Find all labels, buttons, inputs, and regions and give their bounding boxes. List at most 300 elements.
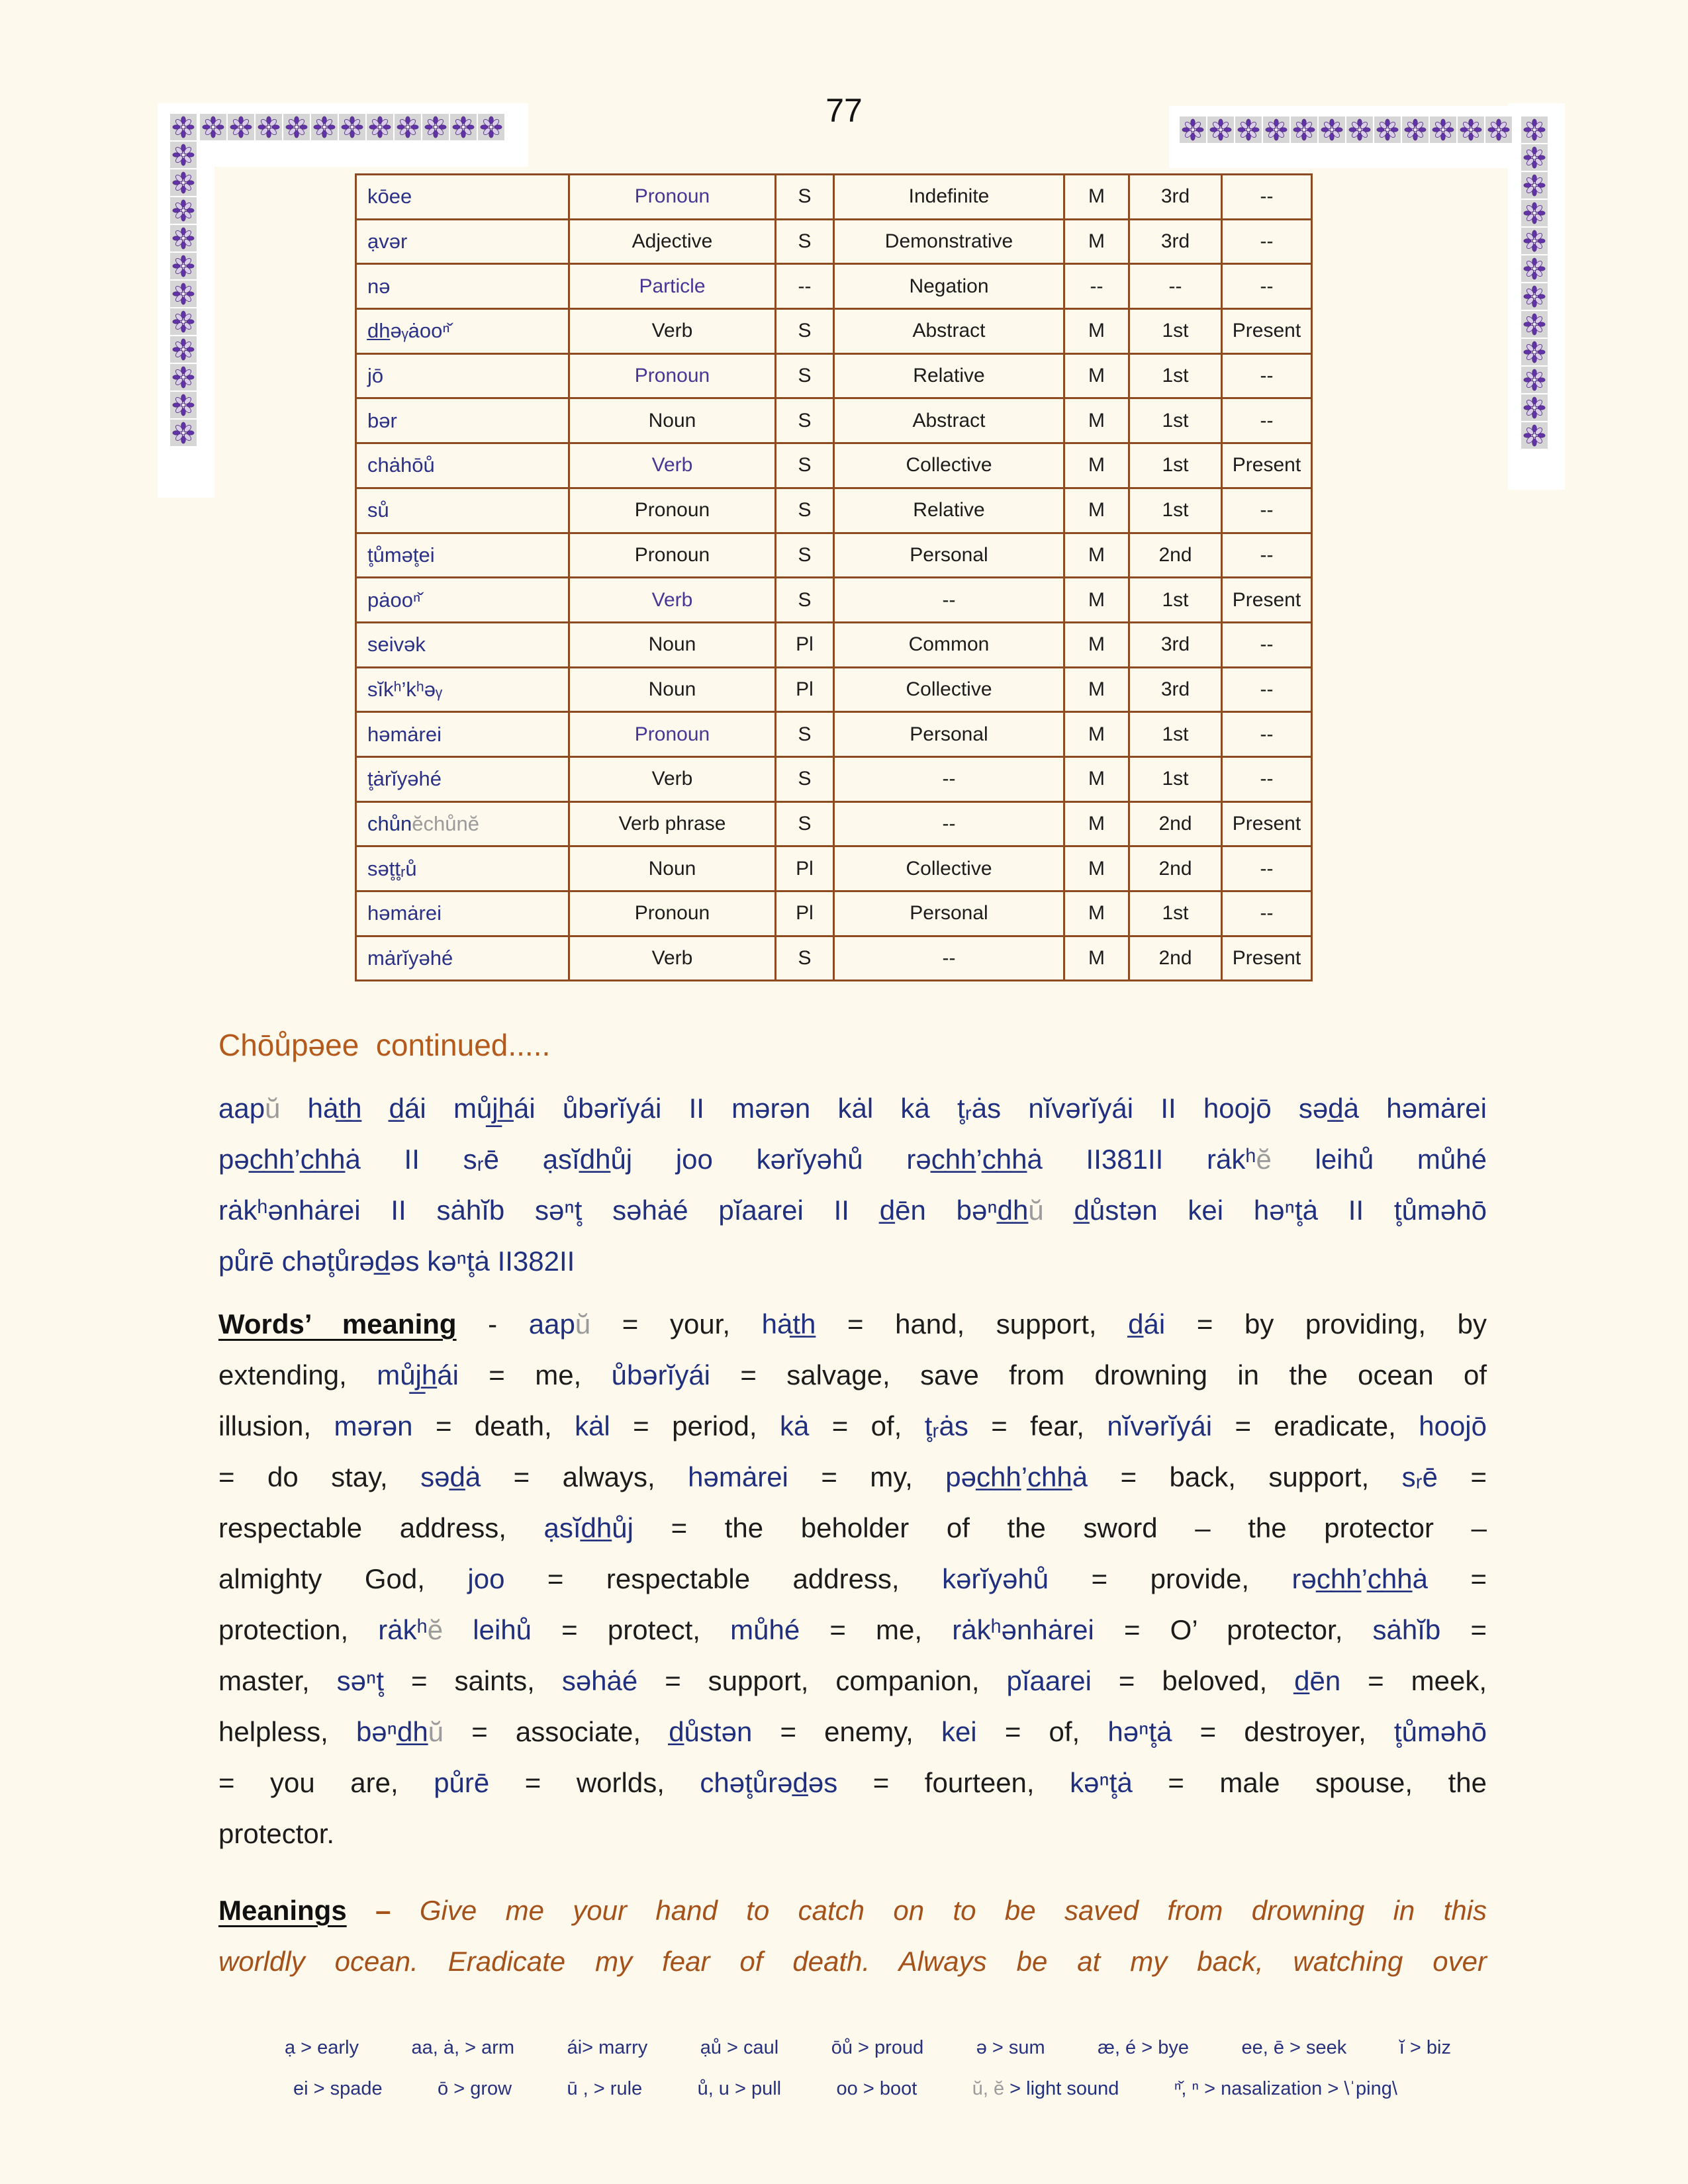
flower-icon	[422, 114, 449, 140]
flower-icon	[311, 114, 338, 140]
text-segment: = O’ protector,	[1094, 1614, 1373, 1645]
guide-item: oo > boot	[836, 2078, 917, 2099]
text-segment: = enemy,	[752, 1716, 941, 1747]
flower-svg	[172, 227, 195, 250]
table-cell: S	[776, 355, 835, 400]
flower-svg	[452, 116, 475, 138]
flower-icon	[1521, 394, 1548, 421]
table-cell: M	[1065, 713, 1130, 758]
table-cell: 2nd	[1130, 847, 1223, 892]
text-segment: = your,	[590, 1308, 762, 1340]
table-cell: Verb	[570, 310, 776, 355]
text-segment: ŭ	[265, 1093, 281, 1124]
flower-icon	[1521, 311, 1548, 338]
word-cell: jō	[357, 355, 570, 400]
table-cell: 1st	[1130, 310, 1223, 355]
table-cell: --	[835, 578, 1065, 623]
text-segment: = by providing, by	[1165, 1308, 1487, 1340]
word-cell: mȧrĭyəhé	[357, 937, 570, 982]
table-cell: Demonstrative	[835, 220, 1065, 265]
text-segment: aap	[218, 1093, 265, 1124]
table-cell: --	[776, 265, 835, 310]
text-segment: worldly ocean. Eradicate my fear of death. Always be at my back, watching over	[218, 1946, 1487, 1977]
table-cell: M	[1065, 623, 1130, 668]
word-cell: pȧooⁿ̌	[357, 578, 570, 623]
table-cell: 1st	[1130, 444, 1223, 489]
table-cell: Noun	[570, 847, 776, 892]
flower-icon	[1521, 283, 1548, 310]
text-segment: bəⁿd̲h̲	[355, 1716, 428, 1747]
text-line	[218, 1134, 1487, 1185]
text-segment: səⁿt̥	[336, 1665, 385, 1696]
word-cell: nə	[357, 265, 570, 310]
flower-svg	[424, 116, 447, 138]
text-segment: d̲ēn	[1294, 1665, 1341, 1696]
text-segment: = of,	[809, 1410, 925, 1441]
text-segment: = death,	[412, 1410, 575, 1441]
flower-icon	[1521, 422, 1548, 449]
table-cell: --	[1223, 668, 1313, 713]
guide-item: ə > sum	[976, 2037, 1045, 2058]
flower-svg	[1523, 396, 1546, 419]
text-segment: pəc̲h̲h̲’c̲h̲h̲ȧ	[945, 1461, 1088, 1492]
table-cell: M	[1065, 803, 1130, 848]
flower-svg	[1523, 118, 1546, 141]
flower-svg	[172, 366, 195, 388]
flower-svg	[1523, 202, 1546, 224]
word-cell: sĭkʰ’kʰəᵧ	[357, 668, 570, 713]
flower-icon	[1207, 116, 1234, 143]
table-cell: M	[1065, 892, 1130, 937]
flower-svg	[1523, 369, 1546, 391]
guide-item: ⁿ̌, ⁿ > nasalization > \ˈping\	[1174, 2078, 1397, 2099]
text-segment: = my,	[788, 1461, 946, 1492]
text-segment: rȧkʰ	[378, 1614, 428, 1645]
text-segment: = provide,	[1049, 1563, 1292, 1594]
guide-item	[972, 2078, 1119, 2100]
text-segment: můj̲h̲ái	[377, 1359, 459, 1390]
table-cell: 2nd	[1130, 937, 1223, 982]
flower-icon	[170, 420, 197, 446]
table-cell: --	[1223, 220, 1313, 265]
grammar-table	[355, 173, 1313, 981]
text-segment: > light sound	[1009, 2078, 1119, 2099]
pronunciation-guide-row2	[293, 2078, 1397, 2100]
table-cell: M	[1065, 399, 1130, 444]
flower-icon	[283, 114, 310, 140]
flower-svg	[1523, 174, 1546, 197]
text-segment: = eradicate,	[1212, 1410, 1419, 1441]
table-cell: S	[776, 444, 835, 489]
flower-svg	[1293, 118, 1315, 141]
table-cell: 1st	[1130, 713, 1223, 758]
table-cell: M	[1065, 578, 1130, 623]
flower-icon	[256, 114, 282, 140]
flower-svg	[1523, 341, 1546, 363]
word-cell	[357, 803, 570, 848]
text-segment: = protect,	[532, 1614, 731, 1645]
text-segment: mərən	[334, 1410, 413, 1441]
flower-svg	[172, 394, 195, 416]
table-cell: Negation	[835, 265, 1065, 310]
table-cell: S	[776, 937, 835, 982]
text-segment: chůn	[367, 811, 412, 835]
text-segment: aap	[528, 1308, 575, 1340]
table-cell: S	[776, 534, 835, 579]
table-cell	[570, 175, 776, 220]
text-line	[218, 1451, 1487, 1502]
flower-svg	[230, 116, 252, 138]
text-segment: chət̥ůrəd̲əs	[700, 1767, 838, 1798]
flower-svg	[1182, 118, 1204, 141]
text-segment: helpless,	[218, 1716, 356, 1747]
flower-svg	[1404, 118, 1427, 141]
table-cell: Present	[1223, 937, 1313, 982]
text-segment: = fourteen,	[837, 1767, 1070, 1798]
flower-svg	[1523, 285, 1546, 308]
text-segment: hoojō	[1419, 1410, 1487, 1441]
table-cell: Present	[1223, 578, 1313, 623]
table-cell: Collective	[835, 847, 1065, 892]
table-cell: M	[1065, 937, 1130, 982]
text-segment: můhé	[730, 1614, 800, 1645]
table-cell: Noun	[570, 668, 776, 713]
text-segment: t̥ᵣȧs	[924, 1410, 968, 1441]
text-segment: sȧhĭb	[1372, 1614, 1441, 1645]
text-segment: = support, companion,	[637, 1665, 1007, 1696]
flower-svg	[258, 116, 280, 138]
table-cell: M	[1065, 847, 1130, 892]
flower-icon	[1430, 116, 1456, 143]
flower-icon	[170, 253, 197, 279]
guide-item: ū , > rule	[567, 2078, 643, 2099]
text-line	[218, 1757, 1487, 1808]
text-segment: kȧ	[779, 1410, 810, 1441]
text-segment: kərĭyəhů	[942, 1563, 1049, 1594]
table-cell	[570, 444, 776, 489]
text-line	[218, 1185, 1487, 1236]
flower-svg	[172, 283, 195, 305]
table-cell: Verb phrase	[570, 803, 776, 848]
flower-svg	[1460, 118, 1482, 141]
text-segment: leihů můhé	[1271, 1144, 1487, 1175]
text-segment: Verb	[651, 454, 693, 477]
text-segment: = worlds,	[489, 1767, 700, 1798]
table-cell: S	[776, 713, 835, 758]
flower-icon	[1521, 116, 1548, 143]
table-cell: 2nd	[1130, 803, 1223, 848]
table-cell: --	[1065, 265, 1130, 310]
text-segment: Give me your hand to catch on to be saved from drowning in this	[419, 1895, 1487, 1926]
flower-icon	[1485, 116, 1512, 143]
flower-svg	[172, 310, 195, 333]
table-cell: Pronoun	[570, 534, 776, 579]
text-segment: =	[1440, 1614, 1487, 1645]
flower-svg	[1523, 257, 1546, 280]
guide-item: ee, ē > seek	[1241, 2037, 1347, 2058]
table-cell: M	[1065, 489, 1130, 534]
table-cell: --	[835, 937, 1065, 982]
table-cell: Collective	[835, 444, 1065, 489]
flower-svg	[202, 116, 224, 138]
flower-icon	[1291, 116, 1317, 143]
flower-icon	[170, 392, 197, 418]
text-segment: ĕ	[1256, 1144, 1272, 1175]
flower-svg	[1265, 118, 1288, 141]
decor-right-column	[1521, 116, 1548, 449]
text-segment: = hand, support,	[816, 1308, 1129, 1340]
text-segment: pĭaarei	[1006, 1665, 1092, 1696]
table-cell: 2nd	[1130, 534, 1223, 579]
decor-left-row	[200, 114, 504, 140]
table-cell: S	[776, 399, 835, 444]
guide-item: ĭ > biz	[1399, 2037, 1451, 2058]
verse-heading: Chōůpəee continued.....	[218, 1028, 551, 1062]
text-segment: d̲ái	[1128, 1308, 1166, 1340]
table-cell: Pl	[776, 892, 835, 937]
flower-svg	[285, 116, 308, 138]
table-cell: --	[835, 803, 1065, 848]
table-cell: Personal	[835, 892, 1065, 937]
flower-icon	[228, 114, 254, 140]
text-line	[218, 1083, 1487, 1134]
table-cell: Present	[1223, 444, 1313, 489]
flower-icon	[170, 336, 197, 363]
text-segment: rəc̲h̲h̲’c̲h̲h̲ȧ	[1291, 1563, 1428, 1594]
text-segment: ạsĭd̲h̲ůj	[543, 1512, 633, 1543]
text-line	[218, 1885, 1487, 1936]
text-segment: protector.	[218, 1818, 335, 1849]
text-segment: = the beholder of the sword – the protector –	[633, 1512, 1487, 1543]
text-segment: = always,	[481, 1461, 688, 1492]
guide-item: ōů > proud	[831, 2037, 924, 2058]
table-cell: 3rd	[1130, 668, 1223, 713]
flower-svg	[397, 116, 419, 138]
table-cell: S	[776, 803, 835, 848]
text-segment: pəc̲h̲h̲’c̲h̲h̲ȧ II sᵣē ạsĭd̲h̲ůj joo kərĭyəhů rəc̲h̲h̲’c̲h̲h̲ȧ II381II rȧkʰ	[218, 1144, 1256, 1175]
decor-right-row	[1180, 116, 1512, 143]
guide-item: ei > spade	[293, 2078, 383, 2099]
text-segment: kəⁿt̥ȧ	[1070, 1767, 1133, 1798]
text-segment: = of,	[976, 1716, 1108, 1747]
table-cell: S	[776, 578, 835, 623]
guide-item: ů, u > pull	[697, 2078, 782, 2099]
table-cell: 3rd	[1130, 175, 1223, 220]
flower-svg	[1209, 118, 1232, 141]
flower-svg	[1523, 313, 1546, 336]
word-cell: kōee	[357, 175, 570, 220]
table-cell: 1st	[1130, 355, 1223, 400]
table-cell: S	[776, 220, 835, 265]
flower-svg	[172, 116, 195, 138]
table-cell: Pl	[776, 623, 835, 668]
flower-icon	[170, 225, 197, 251]
text-segment: illusion,	[218, 1410, 334, 1441]
text-segment: ŭ	[428, 1716, 444, 1747]
text-line	[218, 1604, 1487, 1655]
text-segment: Pronoun	[634, 723, 710, 745]
flower-icon	[1521, 367, 1548, 393]
flower-icon	[170, 281, 197, 307]
table-cell: --	[1223, 758, 1313, 803]
table-cell: --	[1223, 623, 1313, 668]
table-cell: Collective	[835, 668, 1065, 713]
flower-icon	[170, 308, 197, 335]
flower-icon	[170, 114, 197, 140]
flower-svg	[172, 199, 195, 222]
word-cell: sət̥t̥ᵣů	[357, 847, 570, 892]
flower-icon	[1521, 200, 1548, 226]
text-segment: = respectable address,	[504, 1563, 943, 1594]
word-cell: seivək	[357, 623, 570, 668]
table-cell: --	[1223, 534, 1313, 579]
text-segment: Verb	[651, 588, 693, 611]
table-cell: M	[1065, 668, 1130, 713]
words-meaning-paragraph	[218, 1298, 1487, 1859]
table-cell: S	[776, 758, 835, 803]
table-cell: --	[1223, 489, 1313, 534]
word-cell: t̥ȧrĭyəhé	[357, 758, 570, 803]
text-segment: leihů	[443, 1614, 532, 1645]
table-cell: M	[1065, 310, 1130, 355]
flower-svg	[369, 116, 391, 138]
flower-icon	[1521, 339, 1548, 365]
text-segment: chůnĕ	[423, 811, 479, 835]
flower-icon	[1319, 116, 1345, 143]
word-cell: sů	[357, 489, 570, 534]
flower-svg	[341, 116, 363, 138]
decor-left-column	[170, 114, 197, 446]
word-cell: ạvər	[357, 220, 570, 265]
text-segment: kei	[941, 1716, 977, 1747]
text-segment: d̲ůstən	[669, 1716, 753, 1747]
flower-icon	[1521, 255, 1548, 282]
text-segment: Particle	[639, 275, 706, 297]
table-cell: --	[835, 758, 1065, 803]
flower-svg	[1523, 424, 1546, 447]
table-cell: S	[776, 310, 835, 355]
text-segment: –	[375, 1895, 420, 1926]
word-cell: həmȧrei	[357, 713, 570, 758]
guide-item: ạů > caul	[700, 2037, 779, 2058]
verse-text	[218, 1083, 1487, 1287]
flower-svg	[172, 144, 195, 166]
text-segment: master,	[218, 1665, 337, 1696]
flower-icon	[1521, 228, 1548, 254]
table-cell: Noun	[570, 399, 776, 444]
text-segment: almighty God,	[218, 1563, 468, 1594]
text-segment: = me,	[800, 1614, 953, 1645]
table-cell: Present	[1223, 803, 1313, 848]
table-cell: Abstract	[835, 310, 1065, 355]
text-segment: rȧkʰənhȧrei	[952, 1614, 1094, 1645]
table-cell: 1st	[1130, 399, 1223, 444]
table-cell: M	[1065, 220, 1130, 265]
flower-icon	[1346, 116, 1373, 143]
text-segment: půrē	[434, 1767, 490, 1798]
text-segment: d̲ůstən kei həⁿt̥ȧ II t̥ůməhō	[1043, 1195, 1487, 1226]
table-cell	[570, 265, 776, 310]
text-segment: Pronoun	[634, 365, 710, 387]
text-segment: respectable address,	[218, 1512, 544, 1543]
flower-svg	[1321, 118, 1343, 141]
pronunciation-guide-row1	[285, 2037, 1451, 2059]
flower-icon	[170, 364, 197, 390]
text-segment: = back, support,	[1088, 1461, 1402, 1492]
text-segment: = salvage, save from drowning in the ocean of	[710, 1359, 1487, 1390]
flower-icon	[1402, 116, 1429, 143]
guide-item: ái> marry	[567, 2037, 648, 2058]
table-cell: --	[1223, 847, 1313, 892]
text-segment: = you are,	[218, 1767, 434, 1798]
table-cell: --	[1223, 355, 1313, 400]
text-line	[218, 1936, 1487, 1987]
table-cell: Pronoun	[570, 892, 776, 937]
flower-icon	[1521, 144, 1548, 171]
table-cell: M	[1065, 534, 1130, 579]
table-cell: Common	[835, 623, 1065, 668]
text-segment: ŭ	[575, 1308, 591, 1340]
table-cell: Personal	[835, 713, 1065, 758]
flower-svg	[313, 116, 336, 138]
table-cell: --	[1223, 265, 1313, 310]
table-cell: 3rd	[1130, 220, 1223, 265]
flower-icon	[450, 114, 477, 140]
flower-icon	[1263, 116, 1289, 143]
text-line	[218, 1655, 1487, 1706]
table-cell: Abstract	[835, 399, 1065, 444]
text-segment: nĭvərĭyái	[1107, 1410, 1213, 1441]
text-segment: extending,	[218, 1359, 377, 1390]
table-cell: 1st	[1130, 892, 1223, 937]
flower-svg	[172, 422, 195, 444]
text-line	[218, 1298, 1487, 1349]
flower-icon	[478, 114, 504, 140]
flower-icon	[200, 114, 226, 140]
text-segment: Meanings	[218, 1895, 347, 1926]
word-cell: chȧhōů	[357, 444, 570, 489]
text-segment: joo	[467, 1563, 505, 1594]
table-cell: --	[1223, 892, 1313, 937]
flower-icon	[1521, 172, 1548, 199]
text-segment: ŭ, ĕ	[972, 2078, 1010, 2099]
flower-icon	[395, 114, 421, 140]
flower-icon	[1374, 116, 1401, 143]
text-line	[218, 1400, 1487, 1451]
table-cell: M	[1065, 355, 1130, 400]
flower-svg	[480, 116, 502, 138]
flower-svg	[1237, 118, 1260, 141]
flower-svg	[172, 171, 195, 194]
text-segment: půrē chət̥ůrəd̲əs kəⁿt̥ȧ II382II	[218, 1246, 575, 1277]
table-cell: Adjective	[570, 220, 776, 265]
table-cell: 1st	[1130, 489, 1223, 534]
guide-item: ō > grow	[438, 2078, 512, 2099]
text-segment: səhȧé	[561, 1665, 638, 1696]
flower-icon	[1235, 116, 1262, 143]
guide-item: ạ > early	[285, 2037, 359, 2058]
flower-icon	[1458, 116, 1484, 143]
table-cell: M	[1065, 444, 1130, 489]
text-segment: hȧt̲h̲ d̲ái můj̲h̲ái ůbərĭyái II mərən kȧl kȧ t̥ᵣȧs nĭvərĭyái II hoojō səd̲ȧ həmȧrei	[280, 1093, 1487, 1124]
text-segment: səd̲ȧ	[420, 1461, 481, 1492]
table-cell: Relative	[835, 489, 1065, 534]
text-segment: = beloved,	[1091, 1665, 1295, 1696]
flower-icon	[339, 114, 365, 140]
text-segment: Pronoun	[634, 185, 710, 208]
text-segment: ůbərĭyái	[611, 1359, 711, 1390]
text-segment: həⁿt̥ȧ	[1107, 1716, 1172, 1747]
